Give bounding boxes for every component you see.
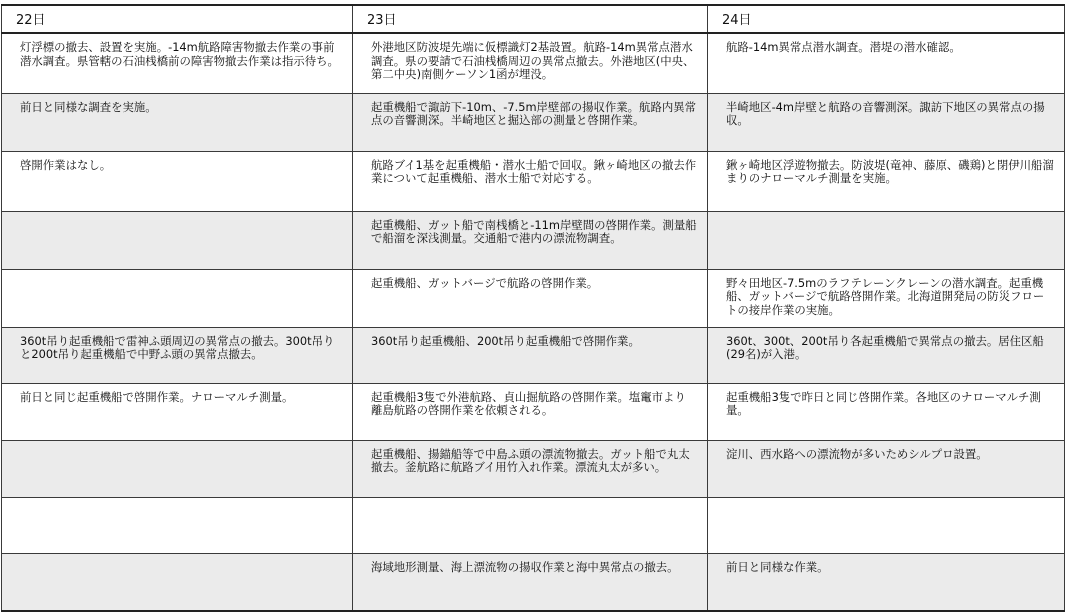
cell-day-24: 野々田地区-7.5mのラフテレーンクレーンの潜水調査。起重機船、ガットバージで航路啓開作業。北海道開発局の防災フロートの接岸作業の実施。 (708, 269, 1065, 327)
cell-day-22: 前日と同様な調査を実施。 (2, 93, 353, 151)
cell-day-23 (353, 497, 708, 553)
cell-day-22: 360t吊り起重機船で雷神ふ頭周辺の異常点の撤去。300t吊りと200t吊り起重機船で中野ふ頭の異常点撤去。 (2, 327, 353, 383)
table-row (2, 33, 1065, 93)
cell-day-23: 外港地区防波堤先端に仮標識灯2基設置。航路-14m異常点潜水調査。県の要請で石油桟橋周辺の異常点撤去。外港地区(中央、第二中央)南側ケーソン1函が埋没。 (353, 33, 708, 93)
table-row (2, 327, 1065, 383)
cell-day-22 (2, 440, 353, 497)
cell-day-22 (2, 497, 353, 553)
table-row (2, 211, 1065, 269)
cell-day-24 (708, 497, 1065, 553)
cell-day-24: 鍬ヶ崎地区浮遊物撤去。防波堤(竜神、藤原、磯鶏)と閉伊川船溜まりのナローマルチ測量を実施。 (708, 151, 1065, 211)
cell-day-24: 淀川、西水路への漂流物が多いためシルプロ設置。 (708, 440, 1065, 497)
table-row (2, 93, 1065, 151)
cell-day-22 (2, 211, 353, 269)
cell-day-22: 啓開作業はなし。 (2, 151, 353, 211)
cell-day-23: 360t吊り起重機船、200t吊り起重機船で啓開作業。 (353, 327, 708, 383)
cell-day-23: 航路ブイ1基を起重機船・潜水士船で回収。鍬ヶ崎地区の撤去作業について起重機船、潜水士船で対応する。 (353, 151, 708, 211)
cell-day-22 (2, 269, 353, 327)
cell-day-24 (708, 211, 1065, 269)
header-day-24: 24日 (708, 5, 1065, 33)
cell-day-23: 起重機船で諏訪下-10m、-7.5m岸壁部の揚収作業。航路内異常点の音響測深。半崎地区と掘込部の測量と啓開作業。 (353, 93, 708, 151)
cell-day-24: 半崎地区-4m岸壁と航路の音響測深。諏訪下地区の異常点の揚収。 (708, 93, 1065, 151)
cell-day-22 (2, 553, 353, 611)
cell-day-24: 起重機船3隻で昨日と同じ啓開作業。各地区のナローマルチ測量。 (708, 383, 1065, 440)
cell-day-22: 前日と同じ起重機船で啓開作業。ナローマルチ測量。 (2, 383, 353, 440)
table-row (2, 553, 1065, 611)
cell-day-23: 海域地形測量、海上漂流物の揚収作業と海中異常点の撤去。 (353, 553, 708, 611)
cell-day-23: 起重機船3隻で外港航路、貞山掘航路の啓開作業。塩竃市より離島航路の啓開作業を依頼される。 (353, 383, 708, 440)
cell-day-24: 前日と同様な作業。 (708, 553, 1065, 611)
work-log-table (1, 4, 1065, 612)
cell-day-23: 起重機船、揚錨船等で中島ふ頭の漂流物撤去。ガット船で丸太撤去。釜航路に航路ブイ用竹入れ作業。漂流丸太が多い。 (353, 440, 708, 497)
cell-day-23: 起重機船、ガットバージで航路の啓開作業。 (353, 269, 708, 327)
cell-day-22: 灯浮標の撤去、設置を実施。-14m航路障害物撤去作業の事前潜水調査。県管轄の石油桟橋前の障害物撤去作業は指示待ち。 (2, 33, 353, 93)
table-row (2, 497, 1065, 553)
cell-day-24: 360t、300t、200t吊り各起重機船で異常点の撤去。居住区船(29名)が入港。 (708, 327, 1065, 383)
table-row (2, 383, 1065, 440)
table-row (2, 151, 1065, 211)
table-row (2, 440, 1065, 497)
table-row (2, 269, 1065, 327)
header-row (2, 5, 1065, 33)
cell-day-23: 起重機船、ガット船で南桟橋と-11m岸壁間の啓開作業。測量船で船溜を深浅測量。交通船で港内の漂流物調査。 (353, 211, 708, 269)
header-day-23: 23日 (353, 5, 708, 33)
header-day-22: 22日 (2, 5, 353, 33)
cell-day-24: 航路-14m異常点潜水調査。潜堤の潜水確認。 (708, 33, 1065, 93)
